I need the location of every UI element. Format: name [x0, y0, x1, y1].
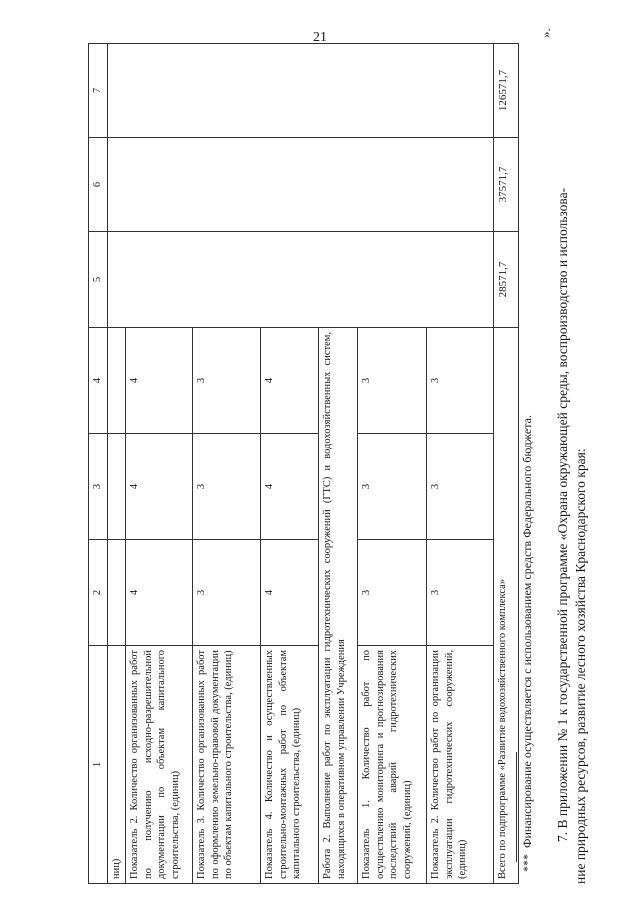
rotated-page-content	[6, 4, 626, 884]
table-cell: 3	[358, 328, 427, 434]
table-cell: 3	[193, 540, 261, 646]
total-label: Всего по подпрограмме «Развитие водохозяйственного комплекса»	[494, 328, 519, 884]
indicator-label: Показатель 1. Количество работ по осуществлению мониторинга и прогнозирования последствий аварий гидротехнических сооружений, (единиц)	[358, 646, 427, 884]
table-cell: 3	[193, 328, 261, 434]
indicator-label: Показатель 4. Количество и осуществленных строительно-монтажных работ по объектам капитального строительства, (единиц)	[261, 646, 319, 884]
paragraph-line: ние природных ресурсов, развитие лесного хозяйства Краснодарского края:	[573, 448, 589, 884]
table-cell: 4	[261, 328, 319, 434]
header-cell: 4	[89, 328, 108, 434]
footnote	[520, 32, 535, 872]
header-cell: 7	[89, 44, 108, 138]
table-cell: 4	[261, 434, 319, 540]
footnote-rule	[516, 752, 517, 862]
closing-quote: ».	[538, 28, 553, 38]
work-section-title: Работа 2. Выполнение работ по эксплуатации гидротехнических сооружений (ГТС) и водохозяйственных систем, находящихся в оперативном управлении Учреждения	[319, 328, 358, 884]
footnote-marker: ***	[520, 854, 534, 872]
indicators-table	[88, 43, 519, 884]
total-value: 28571,7	[494, 232, 519, 328]
paragraph-line: 7. В приложении № 1 к государственной программе «Охрана окружающей среды, воспроизводство и использова-	[555, 187, 570, 842]
table-cell: 3	[427, 434, 494, 540]
table-cell: 3	[358, 434, 427, 540]
header-cell: 1	[89, 646, 108, 884]
page-number: 21	[313, 30, 327, 45]
table-cell: 4	[261, 540, 319, 646]
continuation-cell: ниц)	[108, 646, 126, 884]
table-cell: 4	[126, 328, 193, 434]
table-row	[108, 44, 126, 884]
indicator-label: Показатель 2. Количество организованных работ по получению исходно-разрешительной документации по объектам капитального строительства, (единиц)	[126, 646, 193, 884]
table-cell: 4	[126, 540, 193, 646]
table-cell: 3	[427, 540, 494, 646]
table-header-row	[89, 44, 108, 884]
table-cell: 3	[358, 540, 427, 646]
footnote-text: Финансирование осуществляется с использованием средств Федерального бюджета.	[520, 415, 534, 848]
total-value: 37571,7	[494, 138, 519, 232]
indicator-label: Показатель 2. Количество работ по организации эксплуатации гидротехнических сооружений, (единиц)	[427, 646, 494, 884]
table-cell: 4	[126, 434, 193, 540]
header-cell: 3	[89, 434, 108, 540]
header-cell: 6	[89, 138, 108, 232]
header-cell: 2	[89, 540, 108, 646]
table-cell: 3	[427, 328, 494, 434]
table-cell: 3	[193, 434, 261, 540]
total-value: 126571,7	[494, 44, 519, 138]
header-cell: 5	[89, 232, 108, 328]
indicator-label: Показатель 3. Количество организованных работ по оформлению земельно-правовой документации по объектам капитального строительства, (единиц)	[193, 646, 261, 884]
paragraph-7	[554, 4, 590, 884]
